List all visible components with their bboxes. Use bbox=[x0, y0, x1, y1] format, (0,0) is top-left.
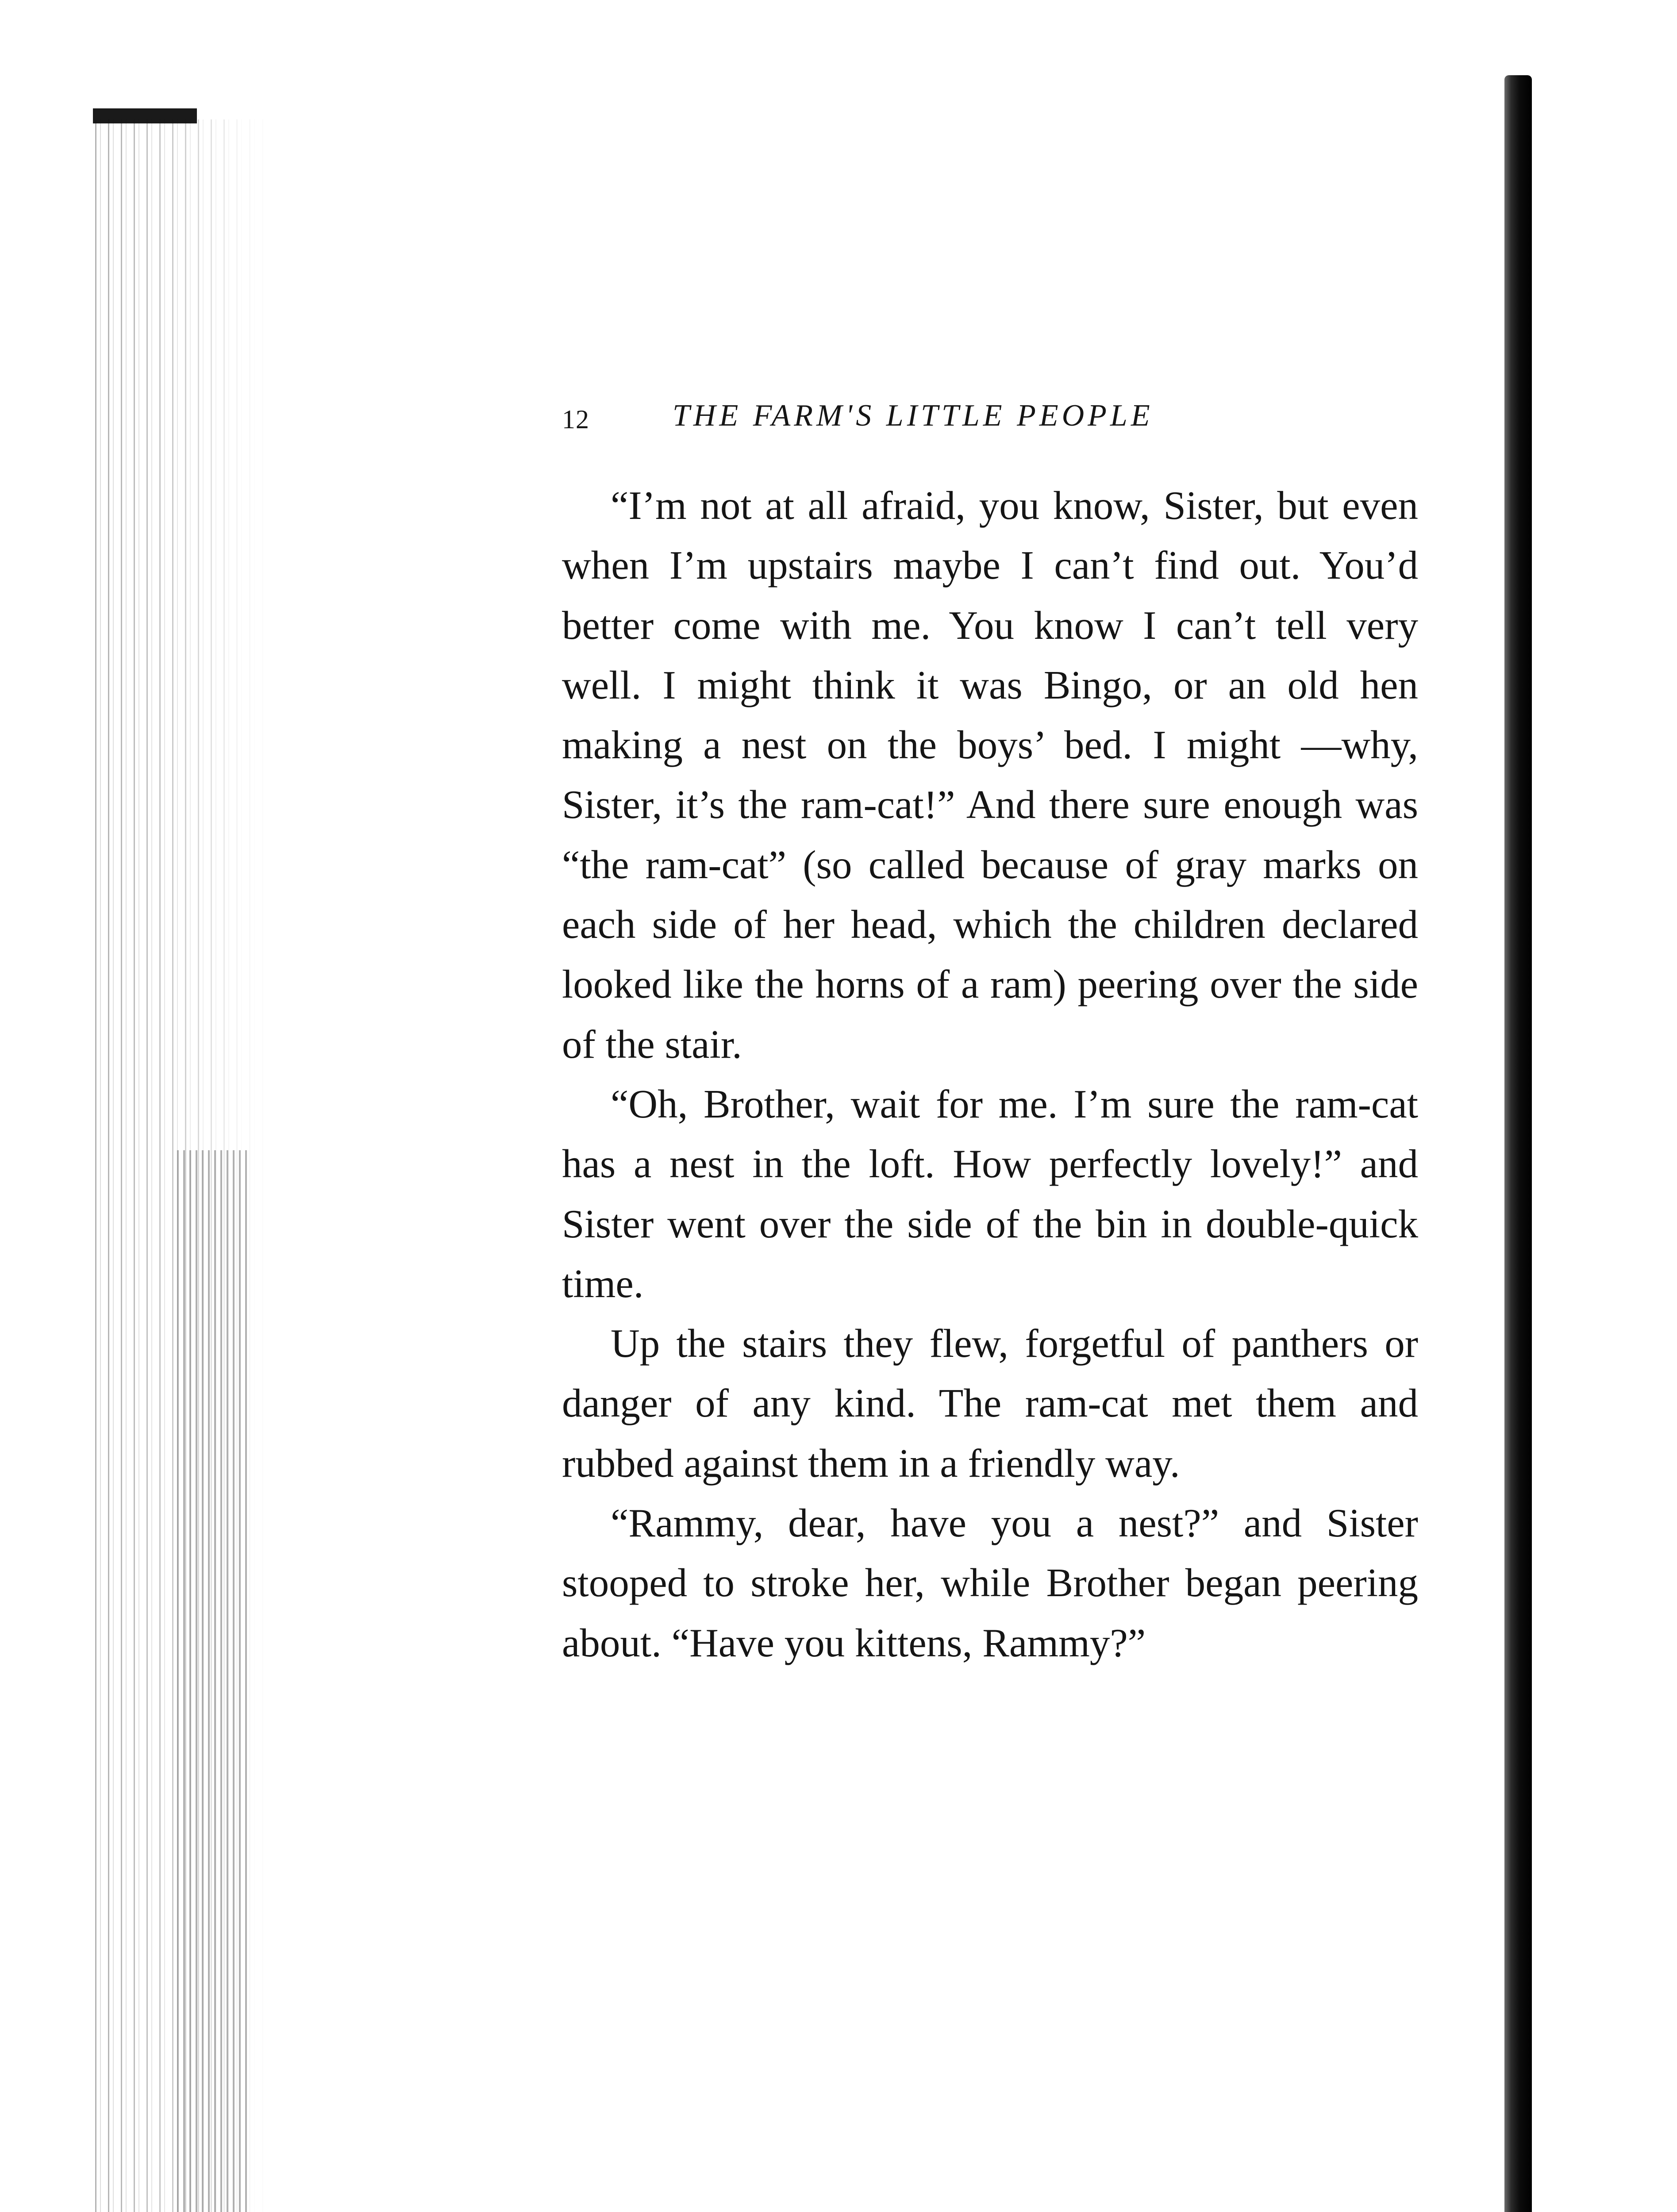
running-title: THE FARM'S LITTLE PEOPLE bbox=[673, 399, 1154, 433]
binding-gutter-shadow bbox=[177, 1150, 248, 2212]
paragraph: “I’m not at all afraid, you know, Sister, but even when I’m upstairs maybe I can’t find out. You’d better come with me. You know I can’t tell very well. I might think it was Bingo, or an old hen making a nest on the boys’ bed. I might —why, Sister, it’s the ram-cat!” And there sure enough was “the ram-cat” (so called because of gray marks on each side of her head, which the children declared looked like the horns of a ram) peering over the side of the stair. bbox=[562, 483, 1418, 1067]
paragraph: Up the stairs they flew, forgetful of panthers or danger of any kind. The ram-cat met them and rubbed against them in a friendly way. bbox=[562, 1321, 1418, 1486]
body-text bbox=[562, 476, 1418, 1673]
paragraph: “Rammy, dear, have you a nest?” and Sister stooped to stroke her, while Brother began peering about. “Have you kittens, Rammy?” bbox=[562, 1501, 1418, 1665]
page-edge-shadow bbox=[1504, 75, 1532, 2212]
running-head bbox=[562, 398, 1403, 451]
page-number: 12 bbox=[562, 405, 589, 434]
paragraph: “Oh, Brother, wait for me. I’m sure the ram-cat has a nest in the loft. How perfectly lovely!” and Sister went over the side of the bin in double-quick time. bbox=[562, 1081, 1418, 1306]
